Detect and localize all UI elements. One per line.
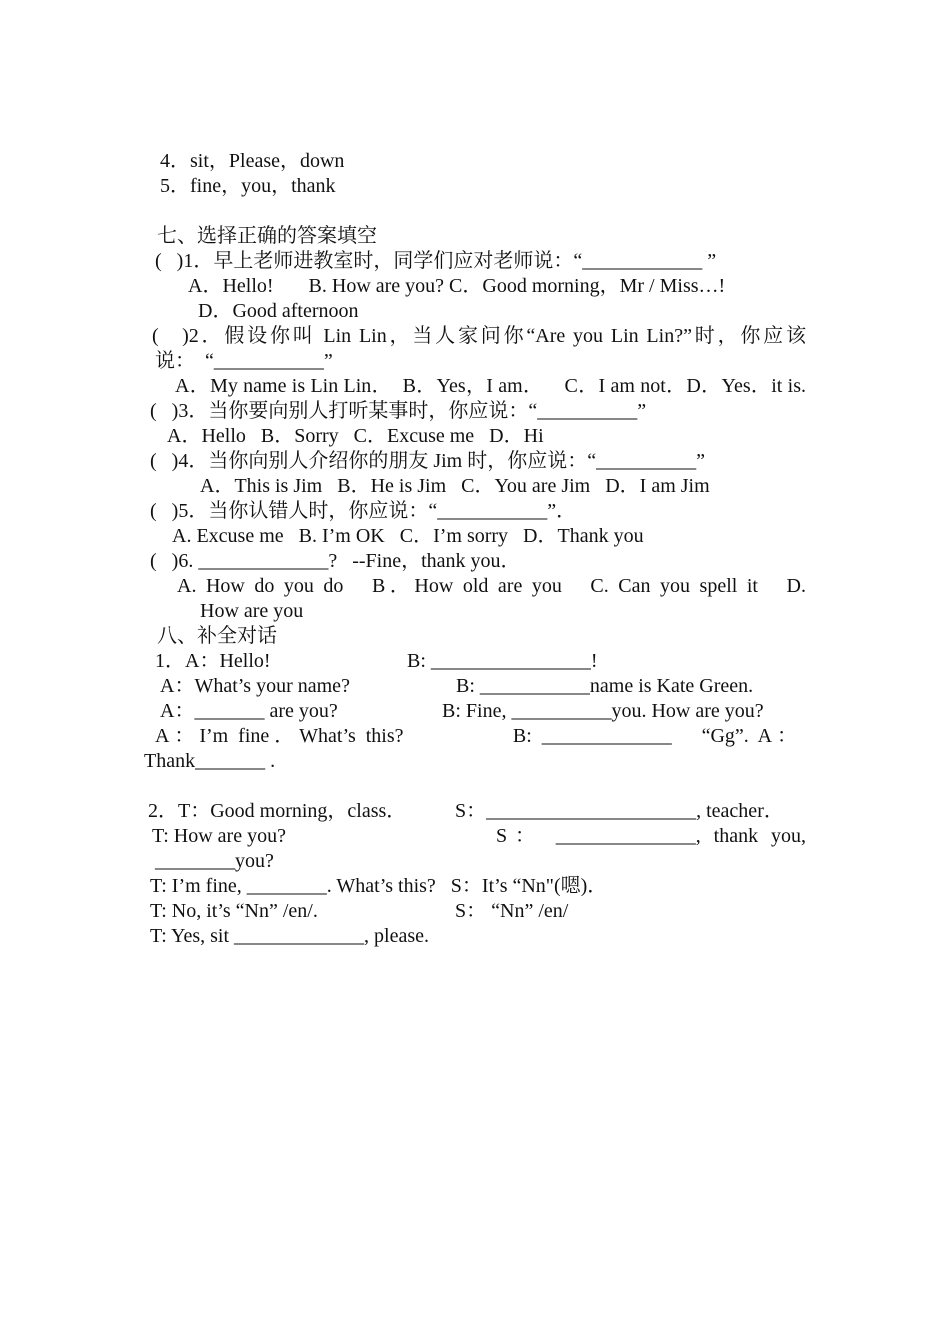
q3-options: A．Hello B．Sorry C．Excuse me D．Hi xyxy=(167,425,544,447)
q2-stem-line1: ( )2．假设你叫 Lin Lin，当人家问你“Are you Lin Lin?”时，你应该 xyxy=(152,325,806,347)
q2-options: A．My name is Lin Lin． B．Yes，I am． C．I am not．D．Yes．it is. xyxy=(175,375,806,397)
d1-line3-a: A：_______ are you? xyxy=(160,700,338,722)
q6-stem: ( )6. _____________? --Fine，thank you． xyxy=(150,550,521,572)
d2-line4: T: I’m fine, ________. What’s this? S：It’s “Nn"(嗯)． xyxy=(150,875,608,897)
section6-item-4: 4．sit，Please，down xyxy=(160,150,345,172)
q5-stem: ( )5．当你认错人时，你应说：“___________”． xyxy=(150,500,577,522)
d2-line5-a: T: No, it’s “Nn” /en/. xyxy=(150,900,318,922)
q5-options: A. Excuse me B. I’m OK C．I’m sorry D．Thank you xyxy=(172,525,644,547)
q6-options-line2: How are you xyxy=(200,600,304,622)
q3-stem: ( )3．当你要向别人打听某事时，你应说：“__________” xyxy=(150,400,647,422)
d2-line3: ________you? xyxy=(155,850,274,872)
d2-line5-b: S： “Nn” /en/ xyxy=(455,900,569,922)
q1-stem: ( )1．早上老师进教室时，同学们应对老师说：“____________ ” xyxy=(155,250,717,272)
d1-line2-a: A：What’s your name? xyxy=(160,675,350,697)
q6-options-line1: A. How do you do B．How old are you C. Can you spell it D. xyxy=(177,575,806,597)
q2-stem-line2: 说： “___________” xyxy=(155,350,333,372)
d1-line2-b: B: ___________name is Kate Green. xyxy=(456,675,754,697)
d2-line1-a: 2．T：Good morning，class． xyxy=(148,800,407,822)
d2-line1-b: S：_____________________, teacher． xyxy=(455,800,784,822)
q4-options: A．This is Jim B．He is Jim C．You are Jim D．I am Jim xyxy=(200,475,710,497)
q1-options-line1: A．Hello! B. How are you? C．Good morning，Mr / Miss…! xyxy=(188,275,726,297)
d1-line1-a: 1．A：Hello! xyxy=(155,650,271,672)
d2-line2-b: S： ______________, thank you, xyxy=(496,825,806,847)
d2-line2-a: T: How are you? xyxy=(152,825,286,847)
d2-line6: T: Yes, sit _____________, please. xyxy=(150,925,430,947)
d1-line5: Thank_______ . xyxy=(144,750,276,772)
d1-line1-b: B: ________________! xyxy=(407,650,598,672)
d1-line3-b: B: Fine, __________you. How are you? xyxy=(442,700,764,722)
section8-heading: 八、补全对话 xyxy=(157,625,277,647)
section6-item-5: 5．fine，you，thank xyxy=(160,175,336,197)
q1-options-line2: D．Good afternoon xyxy=(198,300,359,322)
d1-line4: A：I’m fine．What’s this? B: _____________ “Gg”. A： xyxy=(155,725,797,747)
section7-heading: 七、选择正确的答案填空 xyxy=(157,225,377,247)
q4-stem: ( )4．当你向别人介绍你的朋友 Jim 时，你应说：“__________” xyxy=(150,450,705,472)
